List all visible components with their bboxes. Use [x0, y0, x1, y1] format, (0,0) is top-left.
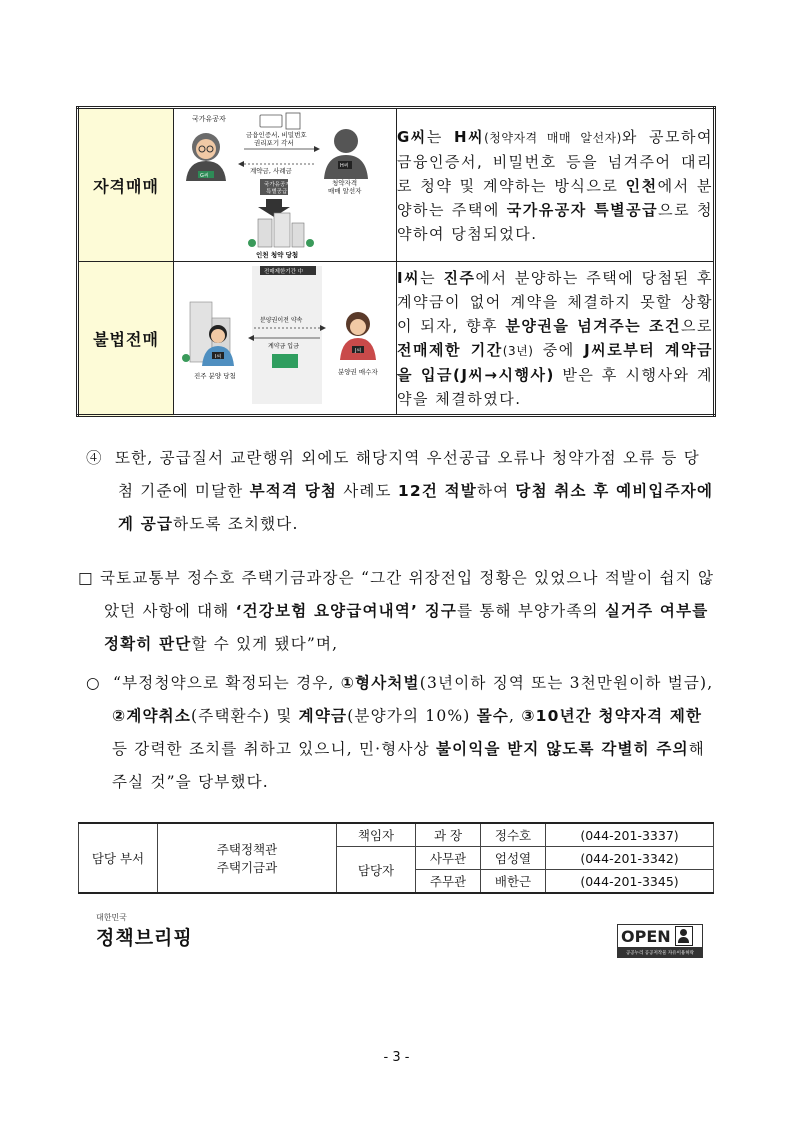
- illus-text: 인천 청약 당첨: [256, 251, 299, 259]
- item-marker: ④: [86, 449, 103, 467]
- illus-text: 계약금 입금: [268, 343, 299, 350]
- policy-briefing-logo: [96, 912, 193, 950]
- emphasized-text: 12건 적발: [397, 482, 477, 500]
- contact-table: [78, 822, 714, 894]
- body-text: 또한, 공급질서 교란행위 외에도 해당지역 우선공급 오류나 청약가점 오류 등 당첨 기준에 미달한: [114, 449, 700, 500]
- emphasized-text: 당첨 취소 후 예비입주자에게 공급: [118, 482, 714, 533]
- dept-name: 주택기금과: [216, 860, 278, 875]
- badge-text: I씨: [215, 354, 222, 360]
- illus-text: 진주 분양 당첨: [194, 372, 236, 380]
- emphasized-text: 부적격 당첨: [249, 482, 338, 500]
- illustration-qualification-trade: [174, 108, 397, 262]
- illus-text: 금융인증서, 비밀번호: [246, 131, 307, 139]
- emphasized-text: 계약금: [298, 707, 348, 725]
- illus-text: 권리포기 각서: [254, 139, 294, 147]
- emphasized-text: J씨로부터 계약금을 입금(J씨→시행사): [397, 340, 713, 384]
- body-text: 와 공모하여 금융인증서, 비밀번호 등을 넘겨주어 대리로 청약 및 계약하는 방식으로: [397, 127, 714, 195]
- illustration-illegal-resale: [174, 262, 397, 416]
- emphasized-text: I씨: [397, 268, 421, 287]
- responsible-label: 책임자: [337, 823, 416, 847]
- body-text: 하도록 조치했다.: [173, 515, 299, 533]
- body-text: (청약자격 매매 알선자): [484, 130, 622, 145]
- emphasized-text: ③10년간 청약자격 제한: [521, 707, 703, 725]
- illus-text: 특별공급: [266, 189, 288, 195]
- illus-text: 국가유공자: [264, 182, 291, 188]
- emphasized-text: 분양권을 넘겨주는 조건: [505, 316, 682, 335]
- open-subtext: 공공누리 공공저작물 자유이용허락: [617, 948, 703, 958]
- dept-name: 주택정책관: [216, 842, 278, 857]
- contact-name: 엄성열: [481, 847, 546, 870]
- case-row-illegal-resale: [78, 262, 715, 416]
- item-marker: □: [78, 569, 94, 587]
- body-text: 등 강력한 조치를 취하고 있으니, 민·형사상: [112, 740, 436, 758]
- case-label: 불법전매: [78, 262, 174, 416]
- contact-title: 과 장: [416, 823, 481, 847]
- body-text: 는: [420, 268, 444, 287]
- contact-phone: (044-201-3337): [546, 823, 714, 847]
- body-text: 에서 분양하는 주택에: [397, 176, 713, 219]
- emphasized-text: 인천: [625, 176, 658, 195]
- body-text: 으로: [681, 316, 713, 335]
- body-text: (3년): [502, 343, 534, 358]
- body-text: 사례도: [337, 482, 398, 500]
- contact-title: 주무관: [416, 870, 481, 894]
- page-number: - 3 -: [383, 1050, 410, 1065]
- badge-text: G씨: [200, 173, 209, 179]
- qualification-trade-illustration: [174, 109, 396, 261]
- body-text: ,: [509, 707, 522, 725]
- body-text: “부정청약으로 확정되는 경우,: [113, 674, 341, 692]
- contact-name: 정수호: [481, 823, 546, 847]
- body-text: (주택환수) 및: [191, 707, 299, 725]
- emphasized-text: 국가유공자 특별공급: [506, 200, 659, 219]
- badge-text: H씨: [340, 163, 349, 169]
- paragraph-item-4: [86, 442, 716, 541]
- body-text: 는: [426, 127, 455, 146]
- badge-text: J씨: [355, 348, 362, 354]
- illus-text: 매매 알선자: [328, 187, 362, 195]
- emphasized-text: ①형사처벌: [340, 674, 420, 692]
- case-description: [397, 262, 715, 416]
- emphasized-text: ②계약취소: [112, 707, 192, 725]
- illus-text: 전매제한기간 中: [264, 269, 304, 275]
- contact-name: 배한근: [481, 870, 546, 894]
- dept-names: [158, 823, 337, 893]
- open-license-logo: [617, 924, 703, 962]
- emphasized-text: ‘건강보험 요양급여내역’ 징구: [235, 602, 458, 620]
- item-marker: ○: [86, 674, 101, 692]
- contact-phone: (044-201-3342): [546, 847, 714, 870]
- body-text: (3년이하 징역 또는 3천만원이하 벌금),: [419, 674, 714, 692]
- case-table: [76, 106, 716, 417]
- paragraph-box: [78, 562, 718, 661]
- paragraph-circle: [86, 667, 718, 799]
- body-text: 에서 분양하는 주택에 당첨된 후 계약금이 없어 계약을 체결하지 못할 상황이 되자, 향후: [397, 268, 713, 335]
- contact-title: 사무관: [416, 847, 481, 870]
- emphasized-text: H씨: [454, 127, 485, 146]
- emphasized-text: G씨: [397, 127, 427, 146]
- emphasized-text: 진주: [443, 268, 476, 287]
- contact-phone: (044-201-3345): [546, 870, 714, 894]
- illus-text: 계약금, 사례금: [250, 167, 292, 175]
- logo-small-text: 대한민국: [96, 913, 127, 922]
- body-text: 받은 후 시행사와 계약을 체결하였다.: [397, 365, 713, 408]
- body-text: (분양가의 10%): [347, 707, 477, 725]
- illus-text: 청약자격: [332, 179, 358, 187]
- emphasized-text: 몰수: [476, 707, 510, 725]
- body-text: 중에: [533, 340, 585, 359]
- person-icon: [675, 926, 693, 946]
- staff-label: 담당자: [337, 847, 416, 894]
- body-text: 국토교통부 정수호 주택기금과장은 “그간 위장전입 정황은 있었으나 적발이 쉽지 않았던 사항에 대해: [100, 569, 715, 620]
- body-text: 하여: [476, 482, 516, 500]
- emphasized-text: 실거주 여부를 정확히 판단: [104, 602, 709, 653]
- body-text: 를 통해 부양가족의: [457, 602, 605, 620]
- illus-text: 국가유공자: [192, 115, 226, 123]
- illus-text: 분양권 매수자: [338, 368, 378, 376]
- case-row-qualification: [78, 108, 715, 262]
- illegal-resale-illustration: [174, 262, 396, 414]
- logo-main-text: 정책브리핑: [96, 927, 193, 949]
- emphasized-text: 불이익을 받지 않도록 각별히 주의: [435, 740, 689, 758]
- body-text: 해 주실 것”을 당부했다.: [112, 740, 705, 791]
- emphasized-text: 전매제한 기간: [397, 340, 503, 359]
- body-text: 할 수 있게 됐다”며,: [191, 635, 339, 653]
- body-text: 으로 청약하여 당첨되었다.: [397, 200, 713, 243]
- illus-text: 분양권이전 약속: [260, 317, 303, 324]
- case-description: [397, 108, 715, 262]
- dept-label: 담당 부서: [79, 823, 158, 893]
- open-text: OPEN: [621, 926, 671, 946]
- case-label: 자격매매: [78, 108, 174, 262]
